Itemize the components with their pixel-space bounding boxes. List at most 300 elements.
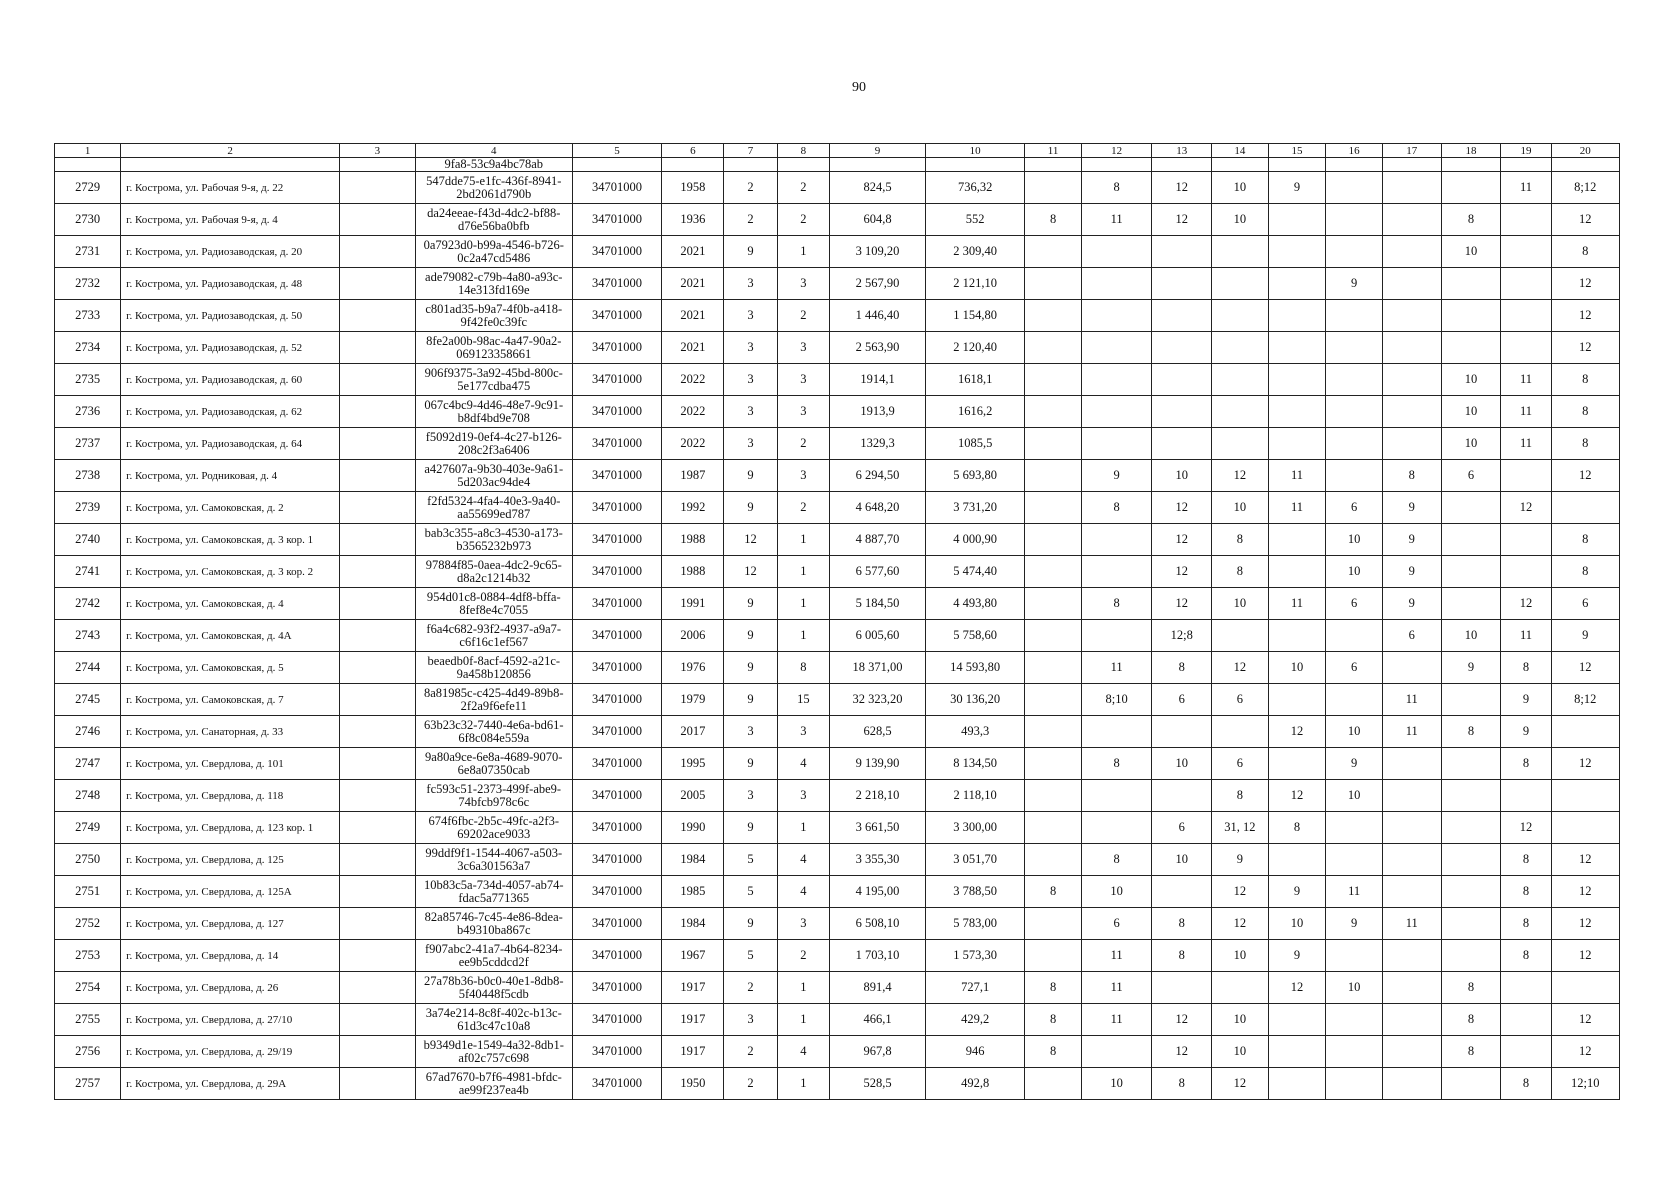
oktmo-cell: 34701000: [572, 332, 662, 364]
uuid-cell: 906f9375-3a92-45bd-800c-5e177cdba475: [415, 364, 572, 396]
table-cell: 12: [1152, 204, 1212, 236]
table-cell: 8: [1501, 876, 1551, 908]
uuid-cell: 547dde75-e1fc-436f-8941-2bd2061d790b: [415, 172, 572, 204]
table-cell: 6: [1152, 684, 1212, 716]
table-row: [55, 332, 1620, 364]
uuid-cell: 9a80a9ce-6e8a-4689-9070-6e8a07350cab: [415, 748, 572, 780]
table-cell: 9: [724, 492, 777, 524]
table-cell: 8: [1212, 556, 1269, 588]
table-cell: 9: [1268, 876, 1326, 908]
column-header: 12: [1081, 144, 1151, 158]
uuid-cell: 674f6fbc-2b5c-49fc-a2f3-69202ace9033: [415, 812, 572, 844]
uuid-cell: 954d01c8-0884-4df8-bffa-8fef8e4c7055: [415, 588, 572, 620]
row-number: 2745: [55, 684, 121, 716]
column-header: 5: [572, 144, 662, 158]
table-cell: [340, 748, 416, 780]
table-cell: [1441, 780, 1501, 812]
table-cell: 466,1: [829, 1004, 925, 1036]
table-cell: 3 661,50: [829, 812, 925, 844]
table-cell: 8: [1441, 716, 1501, 748]
uuid-cell: f5092d19-0ef4-4c27-b126-208c2f3a6406: [415, 428, 572, 460]
oktmo-cell: 34701000: [572, 1004, 662, 1036]
table-cell: [1268, 428, 1326, 460]
table-cell: [1268, 748, 1326, 780]
table-cell: [1441, 332, 1501, 364]
table-cell: [1268, 396, 1326, 428]
table-cell: [1441, 1068, 1501, 1100]
table-cell: [340, 524, 416, 556]
year-cell: 1987: [662, 460, 724, 492]
table-cell: 2 120,40: [926, 332, 1025, 364]
column-header: 18: [1441, 144, 1501, 158]
uuid-cell: 0a7923d0-b99a-4546-b726-0c2a47cd5486: [415, 236, 572, 268]
address-cell: г. Кострома, ул. Родниковая, д. 4: [121, 460, 340, 492]
column-header: 4: [415, 144, 572, 158]
table-cell: 9 139,90: [829, 748, 925, 780]
table-cell: [1382, 812, 1441, 844]
table-row: [55, 396, 1620, 428]
table-cell: 12: [1551, 844, 1619, 876]
table-cell: [1441, 300, 1501, 332]
table-cell: 11: [1382, 684, 1441, 716]
address-cell: г. Кострома, ул. Радиозаводская, д. 50: [121, 300, 340, 332]
table-row: [55, 172, 1620, 204]
table-cell: 4: [777, 1036, 829, 1068]
table-cell: 11: [1268, 492, 1326, 524]
table-cell: [1441, 268, 1501, 300]
table-cell: 8: [1081, 492, 1151, 524]
table-cell: [1501, 204, 1551, 236]
table-cell: [1382, 268, 1441, 300]
table-cell: 12;10: [1551, 1068, 1619, 1100]
table-cell: 2: [724, 204, 777, 236]
table-cell: [1326, 940, 1383, 972]
table-cell: [1025, 780, 1082, 812]
table-cell: 8: [777, 652, 829, 684]
oktmo-cell: 34701000: [572, 620, 662, 652]
table-row: [55, 492, 1620, 524]
year-cell: 1995: [662, 748, 724, 780]
table-cell: [1501, 300, 1551, 332]
oktmo-cell: 34701000: [572, 748, 662, 780]
table-row: [55, 588, 1620, 620]
table-cell: 3: [724, 428, 777, 460]
table-cell: [340, 940, 416, 972]
table-cell: 12: [1268, 972, 1326, 1004]
uuid-cell: 8a81985c-c425-4d49-89b8-2f2a9f6efe11: [415, 684, 572, 716]
table-cell: [340, 332, 416, 364]
table-row: [55, 780, 1620, 812]
table-cell: 15: [777, 684, 829, 716]
table-cell: 5 474,40: [926, 556, 1025, 588]
table-cell: [340, 396, 416, 428]
uuid-cell: c801ad35-b9a7-4f0b-a418-9f42fe0c39fc: [415, 300, 572, 332]
table-cell: 4 648,20: [829, 492, 925, 524]
table-cell: [1152, 332, 1212, 364]
table-cell: [1441, 492, 1501, 524]
table-cell: 2: [777, 940, 829, 972]
table-cell: 8: [1501, 908, 1551, 940]
year-cell: 1991: [662, 588, 724, 620]
table-cell: [1382, 172, 1441, 204]
column-header: 9: [829, 144, 925, 158]
uuid-cell: beaedb0f-8acf-4592-a21c-9a458b120856: [415, 652, 572, 684]
table-cell: 12: [724, 556, 777, 588]
table-cell: [1081, 158, 1151, 172]
table-cell: [1382, 844, 1441, 876]
table-cell: 8;12: [1551, 684, 1619, 716]
table-cell: [1025, 620, 1082, 652]
table-cell: 12: [1212, 1068, 1269, 1100]
table-cell: 9: [1326, 748, 1383, 780]
table-cell: [1081, 780, 1151, 812]
row-number: 2743: [55, 620, 121, 652]
table-cell: 552: [926, 204, 1025, 236]
address-cell: г. Кострома, ул. Радиозаводская, д. 20: [121, 236, 340, 268]
table-cell: 6: [1382, 620, 1441, 652]
table-cell: [1212, 158, 1269, 172]
table-cell: [1441, 684, 1501, 716]
table-cell: 3: [777, 780, 829, 812]
table-cell: [572, 158, 662, 172]
address-cell: г. Кострома, ул. Самоковская, д. 5: [121, 652, 340, 684]
table-cell: [1326, 300, 1383, 332]
table-cell: [340, 300, 416, 332]
table-cell: [340, 780, 416, 812]
table-cell: 824,5: [829, 172, 925, 204]
table-cell: 4 195,00: [829, 876, 925, 908]
table-cell: 2: [777, 428, 829, 460]
table-row: [55, 460, 1620, 492]
table-cell: [340, 158, 416, 172]
table-cell: [1268, 1036, 1326, 1068]
table-cell: 736,32: [926, 172, 1025, 204]
table-cell: [340, 876, 416, 908]
table-cell: 10: [1152, 748, 1212, 780]
table-cell: [340, 684, 416, 716]
table-cell: 3: [777, 332, 829, 364]
table-cell: 11: [1501, 620, 1551, 652]
uuid-cell: da24eeae-f43d-4dc2-bf88-d76e56ba0bfb: [415, 204, 572, 236]
table-cell: [1326, 1068, 1383, 1100]
table-cell: [340, 812, 416, 844]
table-cell: 1618,1: [926, 364, 1025, 396]
table-cell: 2 567,90: [829, 268, 925, 300]
table-cell: [1382, 940, 1441, 972]
table-cell: 8: [1152, 940, 1212, 972]
column-header: 13: [1152, 144, 1212, 158]
table-cell: 9: [1501, 684, 1551, 716]
table-cell: 9: [724, 652, 777, 684]
table-cell: 5: [724, 876, 777, 908]
table-cell: 9: [1382, 588, 1441, 620]
column-header-row: [55, 144, 1620, 158]
oktmo-cell: 34701000: [572, 844, 662, 876]
table-cell: 4 000,90: [926, 524, 1025, 556]
table-cell: [340, 428, 416, 460]
oktmo-cell: 34701000: [572, 588, 662, 620]
table-cell: 12: [1551, 748, 1619, 780]
table-cell: 3: [724, 1004, 777, 1036]
table-cell: [1326, 396, 1383, 428]
year-cell: 1950: [662, 1068, 724, 1100]
table-cell: [1268, 556, 1326, 588]
table-cell: 9: [1382, 556, 1441, 588]
table-cell: 8: [1501, 1068, 1551, 1100]
table-cell: 9: [1382, 492, 1441, 524]
table-cell: [1382, 748, 1441, 780]
table-cell: 10: [1441, 620, 1501, 652]
table-cell: 3: [777, 908, 829, 940]
row-number: 2752: [55, 908, 121, 940]
table-cell: [777, 158, 829, 172]
table-cell: 12: [1212, 652, 1269, 684]
oktmo-cell: 34701000: [572, 396, 662, 428]
table-cell: [1382, 780, 1441, 812]
table-cell: [121, 158, 340, 172]
table-cell: 3: [724, 396, 777, 428]
table-cell: 8: [1551, 524, 1619, 556]
table-cell: [1025, 556, 1082, 588]
oktmo-cell: 34701000: [572, 684, 662, 716]
table-cell: [1326, 844, 1383, 876]
table-cell: 8: [1025, 204, 1082, 236]
table-cell: 31, 12: [1212, 812, 1269, 844]
table-cell: 4: [777, 844, 829, 876]
table-cell: [340, 1068, 416, 1100]
table-row: [55, 1004, 1620, 1036]
table-cell: [1382, 158, 1441, 172]
address-cell: г. Кострома, ул. Свердлова, д. 127: [121, 908, 340, 940]
oktmo-cell: 34701000: [572, 876, 662, 908]
address-cell: г. Кострома, ул. Радиозаводская, д. 48: [121, 268, 340, 300]
table-cell: [1326, 1004, 1383, 1036]
table-cell: 8: [1441, 972, 1501, 1004]
table-cell: [340, 972, 416, 1004]
table-cell: [1382, 396, 1441, 428]
uuid-cell: 82a85746-7c45-4e86-8dea-b49310ba867c: [415, 908, 572, 940]
year-cell: 1984: [662, 908, 724, 940]
table-cell: 10: [1326, 716, 1383, 748]
address-cell: г. Кострома, ул. Свердлова, д. 26: [121, 972, 340, 1004]
table-cell: [1268, 332, 1326, 364]
table-cell: [1081, 396, 1151, 428]
table-row: [55, 1036, 1620, 1068]
table-cell: [1382, 1004, 1441, 1036]
row-number: 2750: [55, 844, 121, 876]
table-row: [55, 908, 1620, 940]
table-cell: [1501, 1036, 1551, 1068]
table-cell: [340, 172, 416, 204]
table-cell: [1212, 268, 1269, 300]
row-number: 2736: [55, 396, 121, 428]
table-cell: [1025, 460, 1082, 492]
table-cell: 3 109,20: [829, 236, 925, 268]
table-cell: [1025, 908, 1082, 940]
table-cell: [340, 716, 416, 748]
row-number: 2733: [55, 300, 121, 332]
table-cell: [1326, 620, 1383, 652]
table-cell: [926, 158, 1025, 172]
uuid-cell: 67ad7670-b7f6-4981-bfdc-ae99f237ea4b: [415, 1068, 572, 1100]
table-cell: 628,5: [829, 716, 925, 748]
table-cell: 1: [777, 812, 829, 844]
table-cell: [340, 1036, 416, 1068]
column-header: 10: [926, 144, 1025, 158]
table-cell: [1382, 364, 1441, 396]
table-cell: 8: [1025, 1036, 1082, 1068]
table-cell: 12: [1212, 876, 1269, 908]
table-cell: [1212, 300, 1269, 332]
table-cell: [1152, 396, 1212, 428]
table-cell: [1441, 844, 1501, 876]
registry-table: [54, 143, 1620, 1100]
year-cell: 1917: [662, 1036, 724, 1068]
table-cell: 2 563,90: [829, 332, 925, 364]
table-cell: 9: [724, 588, 777, 620]
table-cell: 3: [724, 268, 777, 300]
column-header: 8: [777, 144, 829, 158]
table-cell: 9: [724, 236, 777, 268]
table-cell: 1329,3: [829, 428, 925, 460]
table-cell: 8;12: [1551, 172, 1619, 204]
column-header: 6: [662, 144, 724, 158]
table-cell: 9: [724, 460, 777, 492]
table-cell: [1152, 300, 1212, 332]
table-cell: [340, 908, 416, 940]
table-cell: [1152, 428, 1212, 460]
table-cell: [1551, 780, 1619, 812]
table-cell: 2: [724, 1036, 777, 1068]
oktmo-cell: 34701000: [572, 812, 662, 844]
table-cell: 10: [1152, 460, 1212, 492]
table-cell: 9: [724, 748, 777, 780]
uuid-cell: fc593c51-2373-499f-abe9-74bfcb978c6c: [415, 780, 572, 812]
table-cell: 2: [777, 204, 829, 236]
table-cell: 6: [1081, 908, 1151, 940]
year-cell: 1979: [662, 684, 724, 716]
row-number: 2737: [55, 428, 121, 460]
table-cell: [340, 1004, 416, 1036]
table-cell: [1152, 236, 1212, 268]
table-cell: 9: [1382, 524, 1441, 556]
oktmo-cell: 34701000: [572, 972, 662, 1004]
table-cell: 12: [1212, 460, 1269, 492]
table-cell: [1152, 876, 1212, 908]
table-cell: 12: [1152, 588, 1212, 620]
table-cell: 12: [1152, 556, 1212, 588]
table-cell: [1025, 236, 1082, 268]
row-number: 2754: [55, 972, 121, 1004]
table-cell: 1913,9: [829, 396, 925, 428]
table-cell: 4 887,70: [829, 524, 925, 556]
table-cell: [1025, 748, 1082, 780]
oktmo-cell: 34701000: [572, 716, 662, 748]
address-cell: г. Кострома, ул. Самоковская, д. 2: [121, 492, 340, 524]
address-cell: г. Кострома, ул. Самоковская, д. 4А: [121, 620, 340, 652]
table-cell: 891,4: [829, 972, 925, 1004]
table-cell: [340, 844, 416, 876]
table-cell: 8: [1551, 428, 1619, 460]
table-cell: [1268, 844, 1326, 876]
table-cell: 8: [1441, 1036, 1501, 1068]
oktmo-cell: 34701000: [572, 364, 662, 396]
table-cell: 3: [777, 268, 829, 300]
table-cell: [1441, 812, 1501, 844]
table-cell: 14 593,80: [926, 652, 1025, 684]
table-cell: 10: [1081, 1068, 1151, 1100]
row-number: 2744: [55, 652, 121, 684]
table-cell: 8: [1081, 748, 1151, 780]
uuid-cell: 10b83c5a-734d-4057-ab74-fdac5a771365: [415, 876, 572, 908]
table-cell: 2: [724, 972, 777, 1004]
column-header: 20: [1551, 144, 1619, 158]
table-cell: [1081, 716, 1151, 748]
row-number: 2753: [55, 940, 121, 972]
table-cell: 2: [777, 300, 829, 332]
table-cell: [1382, 1068, 1441, 1100]
table-cell: 8: [1268, 812, 1326, 844]
table-cell: 5 783,00: [926, 908, 1025, 940]
row-number: 2730: [55, 204, 121, 236]
table-cell: 10: [1326, 524, 1383, 556]
table-cell: 2 121,10: [926, 268, 1025, 300]
table-cell: [1268, 1068, 1326, 1100]
row-number: 2748: [55, 780, 121, 812]
row-number: 2756: [55, 1036, 121, 1068]
oktmo-cell: 34701000: [572, 652, 662, 684]
table-cell: 12: [1152, 172, 1212, 204]
table-cell: 8 134,50: [926, 748, 1025, 780]
table-row: [55, 268, 1620, 300]
table-cell: 10: [1326, 556, 1383, 588]
table-cell: 8: [1441, 1004, 1501, 1036]
table-cell: 3: [777, 460, 829, 492]
table-cell: [1152, 158, 1212, 172]
table-cell: 8: [1152, 1068, 1212, 1100]
table-cell: [1268, 158, 1326, 172]
table-cell: 946: [926, 1036, 1025, 1068]
table-cell: [724, 158, 777, 172]
row-number: 2755: [55, 1004, 121, 1036]
table-cell: 11: [1081, 940, 1151, 972]
table-cell: 967,8: [829, 1036, 925, 1068]
row-number: 2739: [55, 492, 121, 524]
table-cell: 1: [777, 556, 829, 588]
table-row: [55, 556, 1620, 588]
table-cell: 6: [1326, 492, 1383, 524]
address-cell: г. Кострома, ул. Свердлова, д. 118: [121, 780, 340, 812]
table-cell: 32 323,20: [829, 684, 925, 716]
table-cell: [1326, 158, 1383, 172]
address-cell: г. Кострома, ул. Свердлова, д. 101: [121, 748, 340, 780]
table-cell: [1212, 620, 1269, 652]
table-cell: [1268, 364, 1326, 396]
table-cell: [1551, 972, 1619, 1004]
year-cell: 1988: [662, 524, 724, 556]
table-cell: [1025, 652, 1082, 684]
table-cell: 9: [724, 620, 777, 652]
table-cell: 429,2: [926, 1004, 1025, 1036]
table-cell: 8: [1081, 844, 1151, 876]
table-row: [55, 940, 1620, 972]
year-cell: 1958: [662, 172, 724, 204]
table-cell: [1501, 972, 1551, 1004]
table-cell: 12: [1551, 1004, 1619, 1036]
table-cell: [1081, 812, 1151, 844]
oktmo-cell: 34701000: [572, 908, 662, 940]
table-cell: 11: [1081, 204, 1151, 236]
